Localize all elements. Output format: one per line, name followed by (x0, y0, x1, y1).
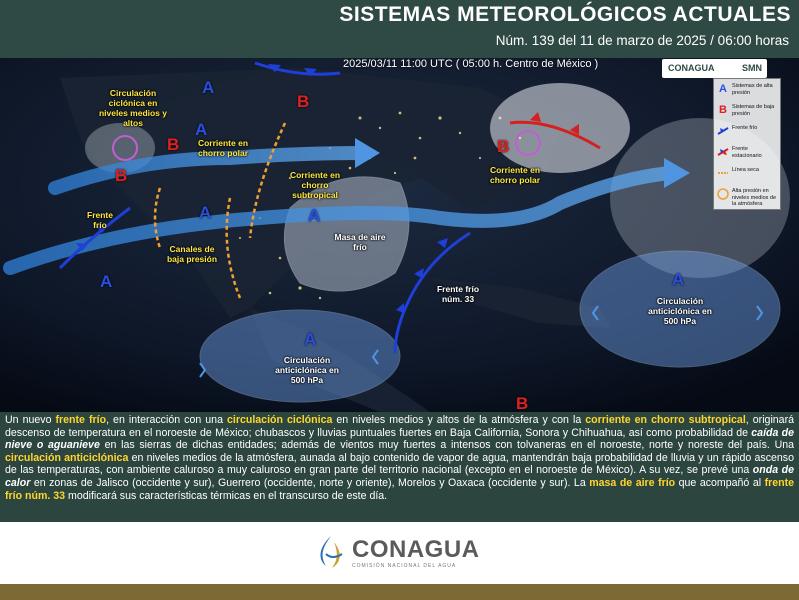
label-subtropical-jet: Corriente en chorro subtropical (289, 170, 341, 200)
high-pressure-icon: A (304, 330, 317, 349)
high-pressure-icon: A (308, 206, 321, 225)
footer (0, 522, 799, 584)
label-cold-front-west: Frente frío (87, 210, 113, 230)
label-polar-jet-east: Corriente en chorro polar (489, 165, 541, 185)
conagua-logo-text: CONAGUA (668, 63, 715, 73)
label-polar-jet-west: Corriente en chorro polar (197, 138, 249, 158)
high-pressure-icon: A (100, 272, 113, 291)
highlight-subtropical-jet: corriente en chorro subtropical (585, 414, 746, 426)
description-text: que acompañó al (675, 476, 765, 489)
bulletin-subtitle: Núm. 139 del 11 de marzo de 2025 / 06:00 horas (495, 33, 789, 48)
description-text: Un nuevo (5, 414, 56, 426)
description-text: en las sierras de dichas entidades; además de vientos muy fuertes a intensos con tolvaneras en el noroeste, norte y noreste del país. Una (99, 439, 794, 452)
legend-item-cold-front (716, 124, 778, 142)
highlight-anticyclonic-circulation: circulación anticiclónica (5, 451, 129, 464)
upper-air-icon (717, 188, 729, 200)
legend-item-dry-line (716, 166, 778, 184)
high-pressure-icon: A (199, 203, 212, 222)
forecast-description (0, 412, 799, 522)
label-cyclonic-circulation: Circulación ciclónica en niveles medios y altos (98, 88, 168, 128)
legend-label: Frente estacionario (732, 146, 762, 159)
low-pressure-icon: B (297, 92, 310, 111)
legend-label: Sistemas de alta presión (732, 83, 773, 96)
description-text: en niveles medios de la atmósfera, aunada al bajo contenido de vapor de agua, mantendrán baja probabilidad de lluvia y un rápido ascenso de las temperaturas, con ambiente caluroso a muy caluroso en gran parte del territorio nacional (excepto en el noroeste de México). A su vez, se prevé una (5, 451, 794, 477)
highlight-cold-front: frente frío (55, 414, 107, 426)
conagua-logo-icon (316, 534, 346, 570)
map-legend (713, 78, 781, 210)
legend-item-upper-air (716, 187, 778, 205)
low-pressure-icon: B (115, 166, 128, 185)
conagua-logo-subtitle: COMISIÓN NACIONAL DEL AGUA (352, 563, 457, 569)
smn-logo-text: SMN (742, 63, 762, 73)
high-pressure-icon: A (195, 120, 208, 139)
highlight-cyclonic-circulation: circulación ciclónica (227, 414, 333, 426)
highlight-cold-front-33: frente frío núm. 33 (5, 476, 795, 502)
description-text: en zonas de Jalisco (occidente y sur), Guerrero (occidente, norte y oriente), Morelos y Oaxaca (occidente y sur). La (30, 476, 590, 489)
cold-front-icon (717, 125, 729, 137)
label-cold-front-33: Frente frío núm. 33 (436, 284, 480, 304)
legend-item-stationary-front (716, 145, 778, 163)
low-pressure-icon: B (719, 104, 727, 116)
stationary-front-icon (717, 146, 729, 158)
description-text: , originará descenso de temperatura en el noroeste de México; chubascos y lluvias puntuales fuertes en Baja California, Sonora y Chihuahua, así como probabilidad de (5, 414, 794, 439)
page-title: SISTEMAS METEOROLÓGICOS ACTUALES (339, 3, 791, 26)
low-pressure-icon: B (167, 135, 180, 154)
bottom-bar (0, 584, 799, 600)
map-timestamp: 2025/03/11 11:00 UTC ( 05:00 h. Centro de México ) (343, 58, 599, 70)
label-low-pressure-troughs: Canales de baja presión (166, 244, 218, 264)
header-banner (0, 0, 799, 58)
highlight-cold-air-mass: masa de aire frío (589, 476, 676, 489)
legend-label: Línea seca (732, 167, 759, 173)
legend-item-low (716, 103, 778, 121)
legend-item-high (716, 82, 778, 100)
high-pressure-icon: A (719, 83, 727, 95)
high-pressure-icon: A (202, 78, 215, 97)
low-pressure-icon: B (516, 394, 529, 412)
legend-label: Alta presión en niveles medios de la atmósfera (732, 188, 777, 207)
weather-map (0, 58, 799, 412)
description-text: modificará sus características térmicas en el transcurso de este día. (65, 489, 388, 502)
emphasis-snow: caída de nieve o aguanieve (5, 426, 794, 452)
description-text: en niveles medios y altos de la atmósfera y con la (332, 414, 586, 426)
low-pressure-icon: B (497, 137, 510, 156)
label-anticyclonic-atlantic: Circulación anticiclónica en 500 hPa (648, 296, 712, 326)
label-anticyclonic-mexico: Circulación anticiclónica en 500 hPa (275, 355, 339, 385)
label-cold-air-mass: Masa de aire frío (334, 232, 386, 252)
emphasis-heat-wave: onda de calor (5, 464, 794, 489)
dry-line-icon (717, 167, 729, 179)
description-text: , en interacción con una (106, 414, 228, 426)
map-logos (662, 59, 767, 78)
legend-label: Frente frío (732, 125, 758, 131)
conagua-logo-text: CONAGUA (352, 536, 480, 563)
legend-label: Sistemas de baja presión (732, 104, 775, 117)
high-pressure-icon: A (672, 270, 685, 289)
